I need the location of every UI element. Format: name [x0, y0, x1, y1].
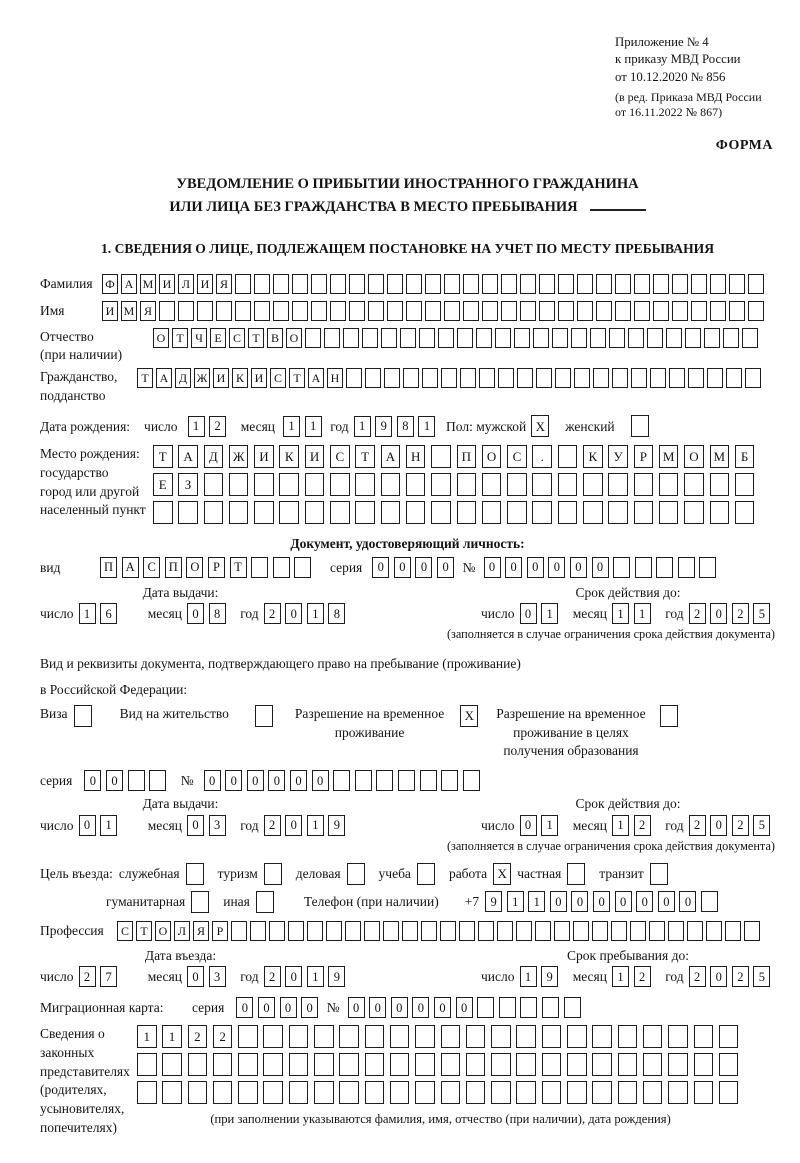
id-valid-month-cells: 1 1	[612, 603, 655, 624]
res-valid-year-cells: 2 0 2 5	[689, 815, 775, 836]
mig-number-cells: 0 0 0 0 0 0	[348, 997, 586, 1018]
surname-cells: Ф А М И Л И Я	[102, 274, 767, 294]
annex-line: к приказу МВД России	[615, 52, 741, 67]
title-line-1: УВЕДОМЛЕНИЕ О ПРИБЫТИИ ИНОСТРАННОГО ГРАЖДАНИНА	[176, 176, 639, 193]
doc-kind-cells: П А С П О Р Т	[100, 557, 316, 578]
entry-date-group: Дата въезда: число 2 7 месяц 0 3 год 2 0 1 9	[40, 947, 481, 988]
title-line-2: ИЛИ ЛИЦА БЕЗ ГРАЖДАНСТВА В МЕСТО ПРЕБЫВАНИЯ	[40, 196, 775, 218]
doc-kind-label: вид	[40, 559, 61, 575]
id-valid-until-group: Срок действия до: число 0 1 месяц 1 1 год 2 0 2 5	[481, 584, 775, 625]
migration-card-label: Миграционная карта:	[40, 1000, 164, 1016]
residence-permit-checkbox	[255, 705, 273, 727]
res-series-label: серия	[40, 773, 73, 789]
doc-number-cells: 0 0 0 0 0 0	[484, 557, 722, 578]
guardians-row-1: 1 1 2 2	[137, 1025, 744, 1048]
temp-residence-label: Разрешение на временное проживание	[294, 705, 445, 740]
purpose-transit-checkbox	[650, 863, 668, 885]
purpose-tourism-checkbox	[264, 863, 282, 885]
birth-day-cells: 1 2	[188, 416, 231, 437]
phone-prefix: +7	[464, 894, 480, 910]
day-label: число	[144, 418, 178, 434]
entry-date-label: Дата въезда:	[144, 947, 217, 963]
surname-label: Фамилия	[40, 276, 93, 291]
amendment-line: (в ред. Приказа МВД России	[615, 89, 762, 104]
res-issue-day-cells: 0 1	[79, 815, 122, 836]
res-valid-day-cells: 0 1	[520, 815, 563, 836]
doc-series-label: серия	[329, 559, 363, 575]
birthplace-cells-block	[153, 445, 760, 529]
page-title	[40, 173, 775, 218]
birthplace-row-2: Е З	[153, 473, 760, 496]
year-label: год	[330, 418, 349, 434]
res-number-label: №	[180, 773, 194, 789]
entry-day-cells: 2 7	[79, 966, 122, 987]
birthplace-row-3	[153, 501, 760, 524]
guardians-row-2	[137, 1053, 744, 1076]
purpose-label: Цель въезда:	[40, 866, 113, 882]
sex-male-checkbox: X	[531, 415, 549, 437]
res-issue-month-cells: 0 3	[187, 815, 230, 836]
annex-line: Приложение № 4	[615, 35, 709, 49]
entry-month-cells: 0 3	[187, 966, 230, 987]
given-name-label: Имя	[40, 303, 65, 318]
birth-month-cells: 1 1	[283, 416, 326, 437]
id-issue-month-cells: 0 8	[187, 603, 230, 624]
purpose-business-checkbox	[347, 863, 365, 885]
phone-label: Телефон (при наличии)	[303, 894, 439, 910]
issue-date-label: Дата выдачи:	[142, 584, 219, 600]
title-underline	[590, 209, 646, 211]
purpose-humanitarian-checkbox	[191, 891, 209, 913]
patronymic-label: Отчество (при наличии)	[40, 328, 123, 363]
valid-note: (заполняется в случае ограничения срока действия документа)	[446, 627, 775, 642]
birthplace-label: Место рождения: государство город или другой населенный пункт	[40, 446, 146, 518]
given-name-cells: И М Я	[102, 301, 767, 321]
valid-note-2: (заполняется в случае ограничения срока действия документа)	[446, 838, 775, 853]
section1-heading: 1. СВЕДЕНИЯ О ЛИЦЕ, ПОДЛЕЖАЩЕМ ПОСТАНОВКЕ НА УЧЕТ ПО МЕСТУ ПРЕБЫВАНИЯ	[100, 241, 715, 257]
purpose-private-checkbox	[567, 863, 585, 885]
birthplace-row-1: Т А Д Ж И К И С Т А Н П О С . К У Р М О М Б	[153, 445, 760, 468]
guardians-label: Сведения о законных представителях (родителях, усыновителях, попечителях)	[40, 1026, 130, 1135]
annex-line: от 10.12.2020 № 856	[615, 69, 726, 84]
mig-series-cells: 0 0 0 0	[236, 997, 322, 1018]
citizenship-label: Гражданство, подданство	[40, 369, 118, 403]
residence-permit-label: Вид на жительство	[119, 705, 229, 721]
doc-number-label: №	[462, 559, 476, 575]
birth-year-cells: 1 9 8 1	[354, 416, 440, 437]
sex-female-label: женский	[565, 418, 615, 434]
profession-label: Профессия	[40, 923, 104, 939]
guardians-cells-block	[137, 1025, 744, 1127]
form-label: ФОРМА	[715, 137, 773, 153]
sex-male-label: Пол: мужской	[446, 418, 527, 434]
guardians-row-3	[137, 1081, 744, 1104]
stay-day-cells: 1 9	[520, 966, 563, 987]
stay-year-cells: 2 0 2 5	[689, 966, 775, 987]
amendment-line: от 16.11.2022 № 867)	[615, 105, 723, 120]
phone-cells: 9 1 1 0 0 0 0 0 0 0	[485, 891, 723, 912]
temp-residence-edu-label: Разрешение на временное проживание в целях получения образования	[496, 705, 646, 759]
id-issue-day-cells: 1 6	[79, 603, 122, 624]
stay-until-group: Срок пребывания до: число 1 9 месяц 1 2 год 2 0 2 5	[481, 947, 775, 988]
mig-number-label: №	[326, 1000, 340, 1016]
mig-series-label: серия	[192, 1000, 225, 1016]
res-number-cells: 0 0 0 0 0 0	[204, 770, 485, 791]
purpose-work-checkbox: X	[493, 863, 511, 885]
res-series-cells: 0 0	[84, 770, 170, 791]
purpose-study-checkbox	[417, 863, 435, 885]
purpose-official-checkbox	[186, 863, 204, 885]
guardians-note: (при заполнении указываются фамилия, имя, отчество (при наличии), дата рождения)	[210, 1112, 671, 1127]
id-valid-year-cells: 2 0 2 5	[689, 603, 775, 624]
res-valid-until-group: Срок действия до: число 0 1 месяц 1 2 год 2 0 2 5	[481, 795, 775, 836]
profession-cells: С Т О Л Я Р	[117, 921, 763, 941]
res-valid-month-cells: 1 2	[612, 815, 655, 836]
birth-date-label: Дата рождения:	[40, 418, 131, 434]
id-valid-day-cells: 0 1	[520, 603, 563, 624]
temp-residence-edu-checkbox	[660, 705, 678, 727]
id-issue-date-group: Дата выдачи: число 1 6 месяц 0 8 год 2 0 1 8	[40, 584, 481, 625]
stay-month-cells: 1 2	[612, 966, 655, 987]
id-doc-heading: Документ, удостоверяющий личность:	[290, 536, 525, 552]
valid-until-label: Срок действия до:	[575, 584, 681, 600]
month-label: месяц	[240, 418, 276, 434]
stay-until-label: Срок пребывания до:	[567, 947, 689, 963]
doc-series-cells: 0 0 0 0	[372, 557, 458, 578]
annex-block	[615, 34, 775, 121]
res-issue-date-group: Дата выдачи: число 0 1 месяц 0 3 год 2 0 1 9	[40, 795, 481, 836]
visa-label: Виза	[40, 705, 68, 721]
visa-checkbox	[74, 705, 92, 727]
citizenship-cells: Т А Д Ж И К И С Т А Н	[137, 368, 764, 388]
residence-doc-text: Вид и реквизиты документа, подтверждающего право на пребывание (проживание) в Российской Федерации:	[40, 656, 521, 697]
patronymic-cells: О Т Ч Е С Т В О	[153, 328, 761, 348]
sex-female-checkbox	[631, 415, 649, 437]
res-issue-year-cells: 2 0 1 9	[264, 815, 350, 836]
id-issue-year-cells: 2 0 1 8	[264, 603, 350, 624]
entry-year-cells: 2 0 1 9	[264, 966, 350, 987]
purpose-other-checkbox	[256, 891, 274, 913]
temp-residence-checkbox: X	[460, 705, 478, 727]
